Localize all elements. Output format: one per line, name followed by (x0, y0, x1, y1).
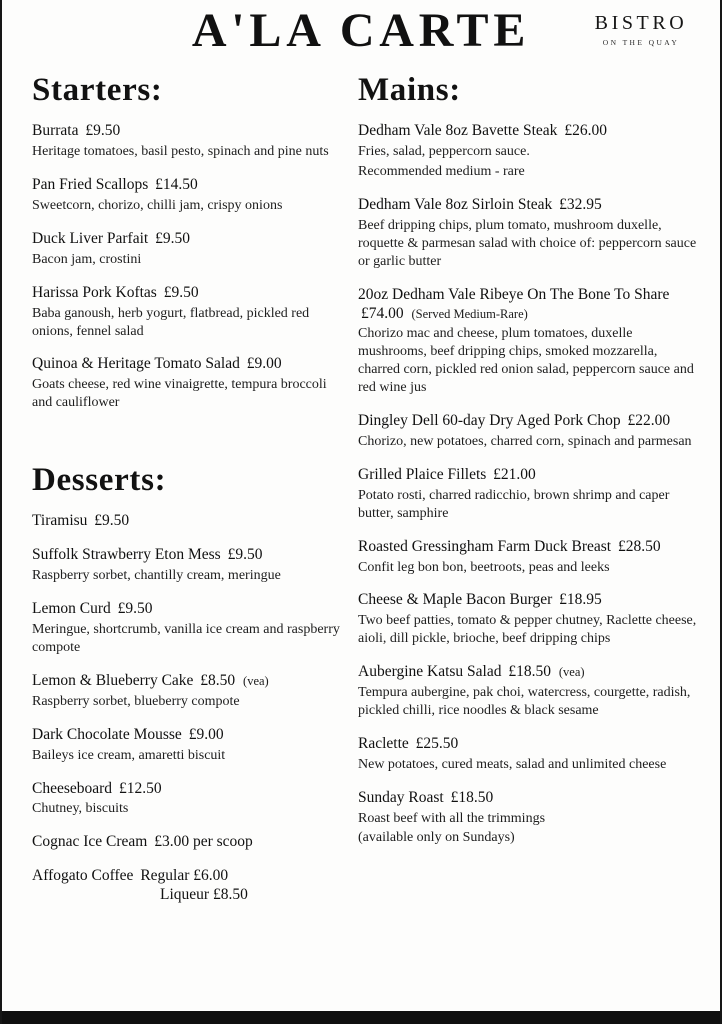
item-description: Confit leg bon bon, beetroots, peas and leeks (358, 559, 610, 575)
item-name: Pan Fried Scallops (32, 176, 149, 194)
item-title-line (358, 466, 698, 485)
menu-item (358, 591, 698, 648)
item-description: Sweetcorn, chorizo, chilli jam, crispy onions (32, 198, 283, 214)
section-mains (358, 72, 698, 847)
item-name: Sunday Roast (358, 788, 444, 806)
item-name: Raclette (358, 734, 409, 752)
menu-item (32, 672, 344, 711)
item-name: Dingley Dell 60-day Dry Aged Pork Chop (358, 412, 621, 430)
item-price: £18.95 (559, 591, 602, 609)
item-description: Potato rosti, charred radicchio, brown shrimp and caper butter, samphire (358, 487, 670, 521)
brand-logo (586, 12, 696, 47)
item-name: Cheeseboard (32, 779, 113, 797)
menu-item (358, 538, 698, 577)
mains-heading: Mains: (358, 72, 461, 108)
starters-heading: Starters: (32, 72, 163, 108)
item-name: Burrata (32, 122, 79, 140)
item-title-line (358, 789, 698, 808)
menu-header (2, 0, 720, 66)
menu-item (32, 726, 344, 765)
brand-name: BISTRO (594, 12, 688, 34)
item-title-line (358, 591, 698, 610)
item-title-line (32, 512, 344, 531)
item-price: £9.50 (117, 600, 153, 618)
menu-item (32, 284, 344, 341)
menu-item (358, 789, 698, 848)
item-name: Dedham Vale 8oz Bavette Steak (358, 122, 558, 140)
page-title: A'LA CARTE (191, 4, 531, 57)
item-title-line (32, 122, 344, 141)
item-price: £9.50 (85, 122, 121, 140)
item-description: Meringue, shortcrumb, vanilla ice cream and raspberry compote (32, 622, 340, 655)
item-title-line (358, 538, 698, 557)
item-name: Roasted Gressingham Farm Duck Breast (358, 537, 612, 555)
menu-item (32, 867, 344, 905)
item-price: £8.50 (200, 671, 236, 689)
item-price: £14.50 (155, 176, 198, 194)
item-description: New potatoes, cured meats, salad and unlimited cheese (358, 756, 667, 772)
item-price: £18.50 (450, 788, 494, 806)
menu-item (358, 663, 698, 720)
item-price: £9.00 (188, 725, 224, 743)
item-description-line2: (available only on Sundays) (358, 830, 515, 846)
item-title-line (32, 355, 344, 374)
item-name: Cheese & Maple Bacon Burger (358, 591, 553, 609)
menu-item (358, 286, 698, 397)
menu-item (358, 196, 698, 271)
menu-item (358, 466, 698, 523)
item-name: Cognac Ice Cream (32, 833, 148, 851)
menu-item (32, 512, 344, 531)
item-name: Grilled Plaice Fillets (358, 465, 487, 483)
item-description: Raspberry sorbet, chantilly cream, meringue (32, 568, 281, 584)
item-title-line (32, 284, 344, 303)
desserts-heading: Desserts: (32, 462, 167, 499)
item-note: (vea) (558, 665, 585, 680)
menu-item (32, 833, 344, 852)
item-title-line (32, 546, 344, 565)
menu-columns (2, 66, 720, 920)
item-price: £28.50 (618, 537, 661, 555)
menu-item (32, 780, 344, 819)
section-starters (32, 72, 344, 412)
starters-list (32, 122, 344, 412)
item-description: Roast beef with all the trimmings (358, 810, 546, 826)
item-price: £74.00 (361, 304, 404, 322)
item-title-line (358, 412, 698, 431)
item-description: Baileys ice cream, amaretti biscuit (32, 747, 226, 763)
item-note: (Served Medium-Rare) (411, 306, 528, 321)
section-desserts (32, 462, 344, 905)
item-description: Chutney, biscuits (32, 801, 129, 817)
item-name: Affogato Coffee (32, 867, 134, 885)
item-name: Duck Liver Parfait (32, 229, 149, 247)
left-column (32, 72, 344, 920)
item-description: Fries, salad, peppercorn sauce. (358, 144, 530, 160)
item-title-line (358, 196, 698, 215)
item-title-line (358, 663, 698, 682)
item-name: Dark Chocolate Mousse (32, 725, 182, 743)
item-name: Harissa Pork Koftas (32, 283, 157, 301)
item-description: Two beef patties, tomato & pepper chutney, Raclette cheese, aioli, dill pickle, brioche, beef dripping chips (358, 613, 697, 647)
item-title-line (32, 600, 344, 619)
item-title-line (32, 672, 344, 691)
item-name: Quinoa & Heritage Tomato Salad (32, 355, 240, 373)
mains-list (358, 122, 698, 847)
item-price: £21.00 (493, 465, 536, 483)
menu-item (32, 122, 344, 161)
item-description: Chorizo, new potatoes, charred corn, spinach and parmesan (358, 433, 692, 449)
item-price: £9.50 (163, 283, 199, 301)
item-note: (vea) (243, 673, 269, 688)
item-price: £25.50 (415, 734, 459, 752)
item-description-line2: Recommended medium - rare (358, 164, 525, 180)
menu-item (358, 735, 698, 774)
item-name: 20oz Dedham Vale Ribeye On The Bone To Share (358, 285, 670, 303)
item-description: Chorizo mac and cheese, plum tomatoes, duxelle mushrooms, beef dripping chips, smoked mozzarella, charred corn, pickled red onion salad, peppercorn sauce and red wine jus (358, 326, 694, 396)
item-description: Raspberry sorbet, blueberry compote (32, 693, 240, 709)
brand-subtitle: ON THE QUAY (602, 38, 680, 47)
item-description: Beef dripping chips, plum tomato, mushroom duxelle, roquette & parmesan salad with choice of: peppercorn sauce or garlic butter (358, 217, 697, 269)
menu-item (32, 546, 344, 585)
item-description: Bacon jam, crostini (32, 251, 142, 267)
menu-item (32, 176, 344, 215)
item-title-line (32, 867, 344, 886)
item-title-line (32, 176, 344, 195)
menu-item (32, 230, 344, 269)
item-name: Dedham Vale 8oz Sirloin Steak (358, 196, 553, 214)
item-description: Tempura aubergine, pak choi, watercress, courgette, radish, pickled chilli, rice noodles & black sesame (358, 685, 691, 718)
item-price: £32.95 (559, 196, 602, 214)
item-description: Baba ganoush, herb yogurt, flatbread, pickled red onions, fennel salad (32, 305, 310, 339)
item-name: Tiramisu (32, 512, 88, 530)
item-title-line (32, 780, 344, 799)
right-column (344, 72, 698, 920)
item-description: Goats cheese, red wine vinaigrette, tempura broccoli and cauliflower (32, 377, 327, 411)
item-price: £3.00 per scoop (154, 833, 253, 851)
item-name: Lemon Curd (32, 600, 111, 618)
desserts-list (32, 512, 344, 905)
page-bottom-edge (2, 1011, 720, 1024)
item-description: Heritage tomatoes, basil pesto, spinach and pine nuts (32, 144, 329, 160)
item-price: £26.00 (564, 122, 607, 140)
item-price: £9.50 (227, 546, 263, 564)
item-name: Suffolk Strawberry Eton Mess (32, 546, 221, 564)
item-price: Regular £6.00 (140, 867, 229, 885)
menu-item (32, 600, 344, 657)
item-price: £18.50 (508, 663, 551, 681)
item-title-line (32, 726, 344, 745)
item-title-line (358, 735, 698, 754)
menu-item (358, 122, 698, 181)
item-title-line (32, 230, 344, 249)
menu-item (358, 412, 698, 451)
item-name: Lemon & Blueberry Cake (32, 671, 194, 689)
item-price: £9.50 (94, 512, 130, 530)
item-price: £12.50 (118, 779, 162, 797)
menu-item (32, 355, 344, 412)
item-title-line (32, 833, 344, 852)
item-title-line (358, 122, 698, 141)
item-title-line (358, 286, 698, 324)
item-price: £22.00 (627, 412, 671, 430)
item-price: £9.50 (155, 229, 190, 247)
item-price: £9.00 (246, 355, 282, 373)
item-name: Aubergine Katsu Salad (358, 663, 502, 681)
item-price-second-line: Liqueur £8.50 (160, 886, 248, 904)
